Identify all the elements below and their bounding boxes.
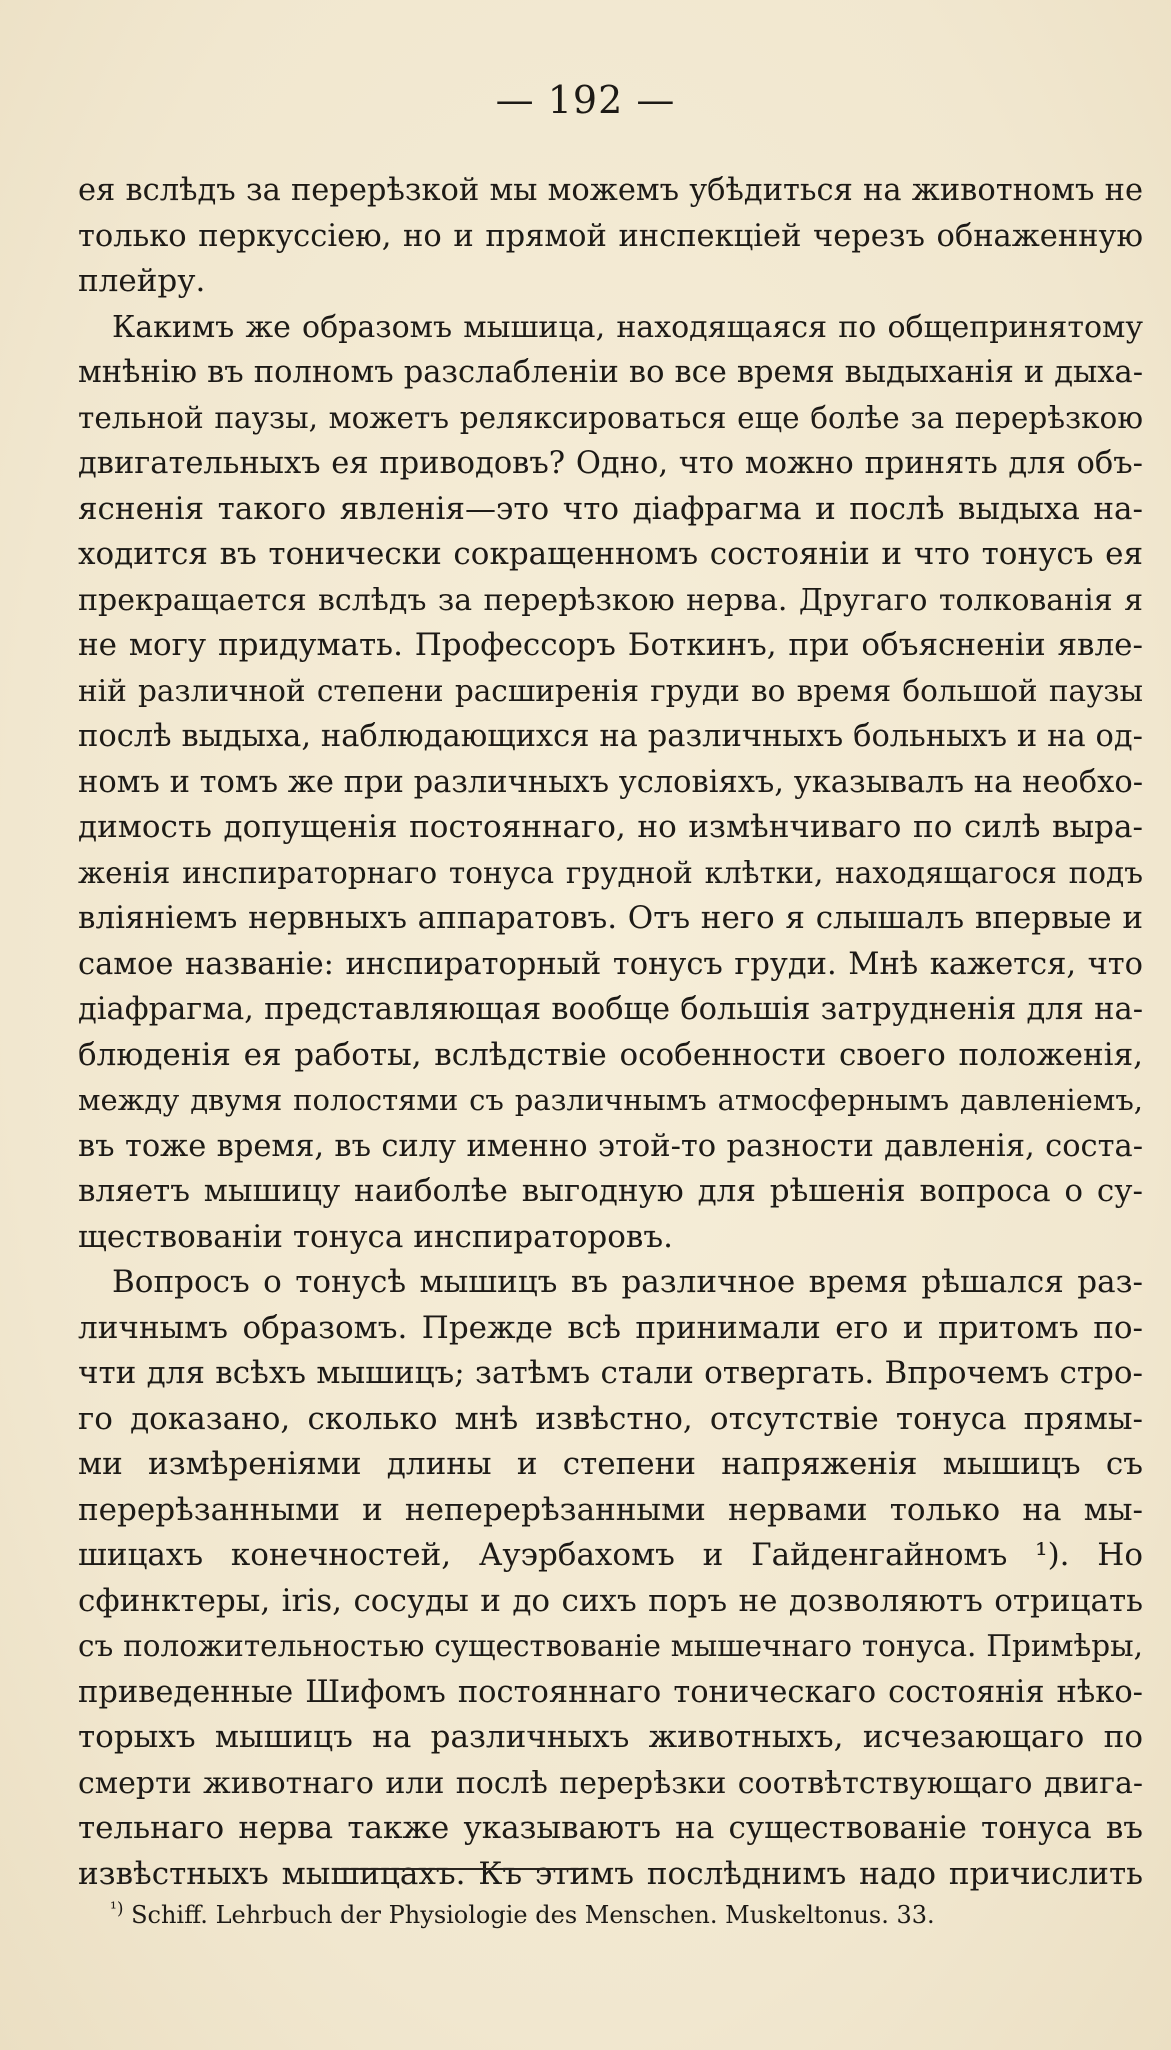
text-line: чти для всѣхъ мышицъ; затѣмъ стали отвергать. Впрочемъ стро- (78, 1355, 1143, 1391)
text-line: сфинктеры, iris, сосуды и до сихъ поръ не дозволяютъ отрицать (78, 1582, 1143, 1619)
footnote (110, 1892, 1110, 1932)
text-line: только перкуссіею, но и прямой инспекціей черезъ обнаженную (78, 218, 1143, 254)
text-line: прекращается вслѣдъ за перерѣзкою нерва. Другаго толкованія я (78, 582, 1143, 618)
text-line: самое названіе: инспираторный тонусъ груди. Мнѣ кажется, что (78, 946, 1143, 982)
text-line: Вопросъ о тонусѣ мышицъ въ различное время рѣшался раз- (112, 1264, 1143, 1300)
text-line: димость допущенія постояннаго, но измѣнчиваго по силѣ выра- (78, 809, 1143, 845)
text-line: плейру. (78, 263, 206, 299)
text-line: вліяніемъ нервныхъ аппаратовъ. Отъ него я слышалъ впервые и (78, 900, 1143, 936)
body-text (78, 168, 1143, 1897)
text-line: въ тоже время, въ силу именно этой-то разности давленія, соста- (78, 1128, 1143, 1164)
text-line: ми измѣреніями длины и степени напряженія мышицъ съ (78, 1446, 1143, 1482)
text-line: ществованіи тонуса инспираторовъ. (78, 1218, 673, 1255)
text-line: ея вслѣдъ за перерѣзкой мы можемъ убѣдиться на животномъ не (78, 173, 1143, 208)
text-line: между двумя полостями съ различнымъ атмосфернымъ давленіемъ, (78, 1083, 1143, 1117)
text-line: двигательныхъ ея приводовъ? Одно, что можно принять для объ- (78, 446, 1143, 481)
footnote-mark: ¹) (110, 1899, 124, 1919)
text-line: го доказано, сколько мнѣ извѣстно, отсутствіе тонуса прямы- (78, 1400, 1143, 1437)
text-line: не могу придумать. Профессоръ Боткинъ, при объясненіи явле- (78, 627, 1143, 663)
footnote-divider (332, 1868, 582, 1870)
text-line: блюденія ея работы, вслѣдствіе особенности своего положенія, (78, 1036, 1143, 1073)
text-line: личнымъ образомъ. Прежде всѣ принимали его и притомъ по- (78, 1309, 1143, 1346)
text-line: извѣстныхъ мышицахъ. Къ этимъ послѣднимъ надо причислить (78, 1855, 1143, 1892)
text-line: Какимъ же образомъ мышица, находящаяся по общепринятому (112, 309, 1143, 345)
text-line: тельнаго нерва также указываютъ на существованіе тонуса въ (78, 1810, 1143, 1846)
text-line: мнѣнію въ полномъ разслабленіи во все время выдыханія и дыха- (78, 355, 1143, 390)
text-line: вляетъ мышицу наиболѣе выгодную для рѣшенія вопроса о су- (78, 1173, 1143, 1209)
text-line: номъ и томъ же при различныхъ условіяхъ, указывалъ на необхо- (78, 764, 1143, 800)
text-line: приведенные Шифомъ постояннаго тоническаго состоянія нѣко- (78, 1674, 1143, 1710)
text-line: шицахъ конечностей, Ауэрбахомъ и Гайденгайномъ ¹). Но (78, 1537, 1143, 1573)
footnote-text: Schiff. Lehrbuch der Physiologie des Menschen. Muskeltonus. 33. (131, 1901, 935, 1929)
text-line: ходится въ тонически сокращенномъ состояніи и что тонусъ ея (78, 536, 1143, 572)
page-number: — 192 — (495, 78, 676, 122)
text-line: женія инспираторнаго тонуса грудной клѣтки, находящагося подъ (78, 855, 1143, 890)
text-line: тельной паузы, можетъ реляксироваться еще болѣе за перерѣзкою (78, 400, 1143, 435)
text-line: ній различной степени расширенія груди во время большой паузы (78, 673, 1143, 708)
text-line: торыхъ мышицъ на различныхъ животныхъ, исчезающаго по (78, 1719, 1143, 1755)
text-line: діафрагма, представляющая вообще большія затрудненія для на- (78, 992, 1143, 1027)
text-line: послѣ выдыха, наблюдающихся на различныхъ больныхъ и на од- (78, 719, 1143, 754)
text-line: ясненія такого явленія—это что діафрагма и послѣ выдыха на- (78, 490, 1143, 527)
text-line: перерѣзанными и неперерѣзанными нервами только на мы- (78, 1491, 1143, 1528)
text-line: съ положительностью существованіе мышечнаго тонуса. Примѣры, (78, 1629, 1143, 1663)
text-line: смерти животнаго или послѣ перерѣзки соотвѣтствующаго двига- (78, 1765, 1143, 1801)
